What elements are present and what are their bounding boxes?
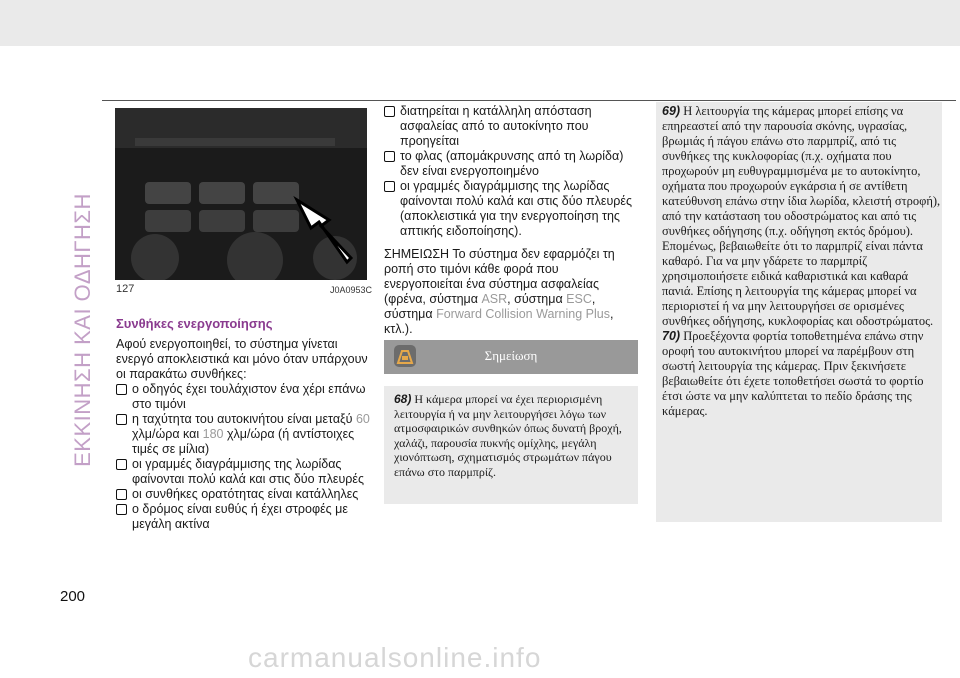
checkbox-bullet-icon (384, 151, 395, 162)
condition-item: οι γραμμές διαγράμμισης της λωρίδας φαίνονται πολύ καλά και στις δύο πλευρές (116, 457, 370, 487)
note-title: Σημείωση (484, 348, 538, 363)
note-70: 70) Προεξέχοντα φορτία τοποθετημένα επάνω στην οροφή του αυτοκινήτου μπορεί να παρέμβουν στη σωστή λειτουργία της κάμερας. Πριν ξεκινήσετε βεβαιωθείτε ότι έχετε τοποθετήσει σωστά το φορτίο έτσι ώστε να μην καλύπτεται το πεδίο δράσης της κάμερας. (662, 329, 924, 418)
intro-paragraph: Αφού ενεργοποιηθεί, το σύστημα γίνεται ενεργό αποκλειστικά και μόνο όταν υπάρχουν οι παρακάτω συνθήκες: (116, 337, 368, 381)
figure-number: 127 (116, 283, 135, 295)
note-header (384, 340, 638, 374)
figure-code: J0A0953C (330, 285, 373, 295)
checkbox-bullet-icon (384, 106, 395, 117)
note-68: 68) Η κάμερα μπορεί να έχει περιορισμένη λειτουργία ή να μην λειτουργήσει λόγω των ατμοσφαιρικών συνθηκών όπως δυνατή βροχή, χαλάζι, παρουσία πυκνής ομίχλης, μεγάλη χιονόπτωση, σχηματισμός στρωμάτων πάγου επάνω στο παρμπρίζ. (394, 392, 622, 479)
watermark: carmanualsonline.info (248, 642, 542, 673)
top-bar (0, 0, 960, 46)
condition-item: οι γραμμές διαγράμμισης της λωρίδας φαίνονται πολύ καλά και στις δύο πλευρές (αποκλειστικά για την ενεργοποίηση της απτικής ειδοποίησης). (384, 179, 638, 239)
page-number: 200 (60, 588, 86, 605)
column-3 (662, 104, 942, 419)
dashboard-buttons-illustration (115, 108, 367, 280)
condition-item: ο δρόμος είναι ευθύς ή έχει στροφές με μεγάλη ακτίνα (116, 502, 370, 532)
checkbox-bullet-icon (116, 414, 127, 425)
condition-item: ο οδηγός έχει τουλάχιστον ένα χέρι επάνω στο τιμόνι (116, 382, 370, 412)
checkbox-bullet-icon (116, 459, 127, 470)
checkbox-bullet-icon (116, 489, 127, 500)
figure-photo (115, 108, 367, 280)
checkbox-bullet-icon (384, 181, 395, 192)
condition-item: διατηρείται η κατάλληλη απόσταση ασφαλείας από το αυτοκίνητο που προηγείται (384, 104, 638, 149)
column-2 (384, 104, 638, 337)
header-rule (102, 100, 956, 101)
note-69: 69) Η λειτουργία της κάμερας μπορεί επίσης να επηρεαστεί από την παρουσία σκόνης, υγρασίας, βρωμιάς ή πάγου επάνω στο παρμπρίζ, από τις συνθήκες της κυκλοφορίας (π.χ. οχήματα που προχωρούν μη ευθυγραμμισμένα με το αυτοκίνητο, οχήματα που προχωρούν εγκάρσια ή σε αντίθετη κατεύθυνση επάνω στην ίδια λωρίδα, κλειστή στροφή), από την κατάσταση του οδοστρώματος και από τις συνθήκες οδήγησης (π.χ. οδήγηση εκτός δρόμου). Επομένως, βεβαιωθείτε ότι το παρμπρίζ είναι πάντα καθαρό. Για να μην γδάρετε το παρμπρίζ χρησιμοποιήσετε ειδικά καθαριστικά και καθαρά πανιά. Επίσης η λειτουργία της κάμερας μπορεί να περιοριστεί ή να μην λειτουργήσει σε ορισμένες συνθήκες οδήγησης, κυκλοφορίας και οδοστρώματος. (662, 104, 941, 328)
section-side-tab (66, 100, 100, 560)
section-heading: Συνθήκες ενεργοποίησης (116, 316, 273, 331)
remark-paragraph: ΣΗΜΕΙΩΣΗ Το σύστημα δεν εφαρμόζει τη ροπή στο τιμόνι κάθε φορά που ενεργοποιείται ένα σύστημα ασφαλείας (φρένα, σύστημα ASR, σύστημα ESC, σύστημα Forward Collision Warning Plus, κτλ.). (384, 247, 615, 336)
checkbox-bullet-icon (116, 384, 127, 395)
condition-item: οι συνθήκες ορατότητας είναι κατάλληλες (116, 487, 370, 502)
checkbox-bullet-icon (116, 504, 127, 515)
column-1 (116, 316, 370, 532)
section-side-tab-label: ΕΚΚΙΝΗΣΗ ΚΑΙ ΟΔΗΓΗΣΗ (70, 193, 95, 467)
condition-item-speed: η ταχύτητα του αυτοκινήτου είναι μεταξύ 60 χλμ/ώρα και 180 χλμ/ώρα (ή αντίστοιχες τιμές σε μίλια) (116, 412, 370, 457)
condition-item: το φλας (απομάκρυνσης από τη λωρίδα) δεν είναι ενεργοποιημένο (384, 149, 638, 179)
